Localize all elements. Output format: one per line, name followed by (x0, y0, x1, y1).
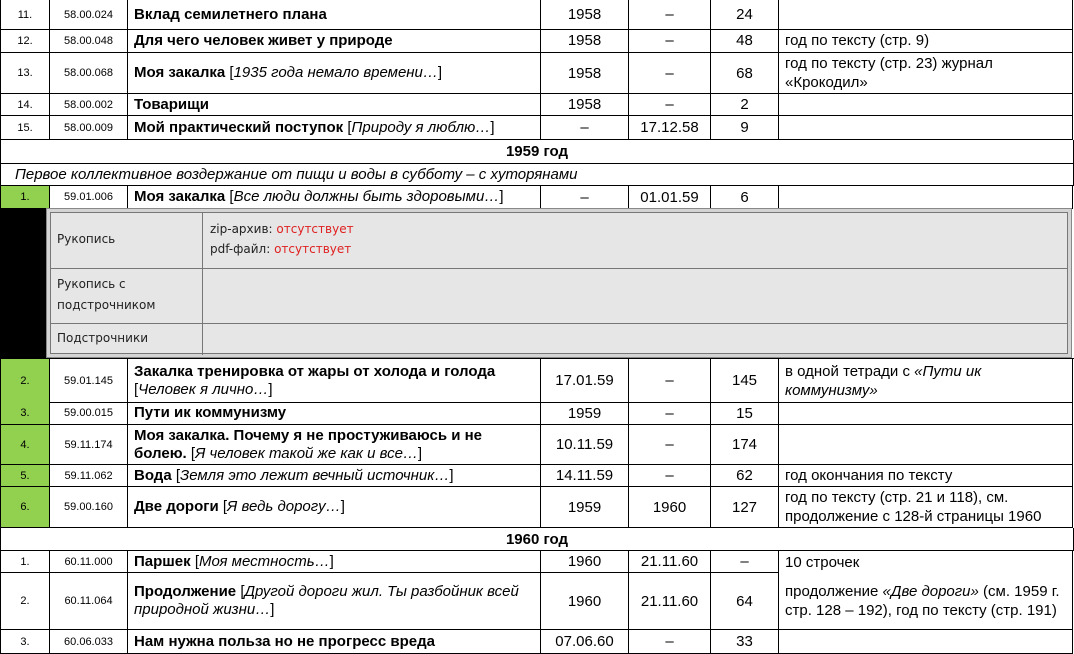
row-code: 58.00.002 (50, 94, 128, 116)
row-title: Нам нужна польза но не прогресс вреда (128, 630, 541, 654)
manuscript-files (208, 213, 1067, 268)
row-number: 14. (0, 94, 50, 116)
row-code: 58.00.009 (50, 116, 128, 140)
subs-label: Подстрочники (51, 323, 203, 355)
row-number: 11. (0, 0, 50, 30)
row-pages: 62 (711, 465, 779, 487)
row-date-start: 1959 (541, 487, 629, 528)
row-number: 4. (0, 425, 50, 465)
row-note (779, 186, 1073, 209)
row-note: в одной тетради с «Пути ик коммунизму» (779, 359, 1073, 403)
row-date-start: 1958 (541, 94, 629, 116)
row-number: 1. (0, 551, 50, 573)
table-row[interactable] (0, 94, 1074, 116)
row-pages: 2 (711, 94, 779, 116)
row-date-end: – (629, 425, 711, 465)
row-date-start: 17.01.59 (541, 359, 629, 403)
row-date-end: 21.11.60 (629, 573, 711, 630)
row-title: Моя закалка [1935 года немало времени…] (128, 53, 541, 94)
table-row[interactable] (0, 402, 1074, 425)
zip-status[interactable]: отсутствует (276, 222, 354, 236)
row-code: 59.00.160 (50, 487, 128, 528)
row-code: 59.11.174 (50, 425, 128, 465)
row-code: 58.00.068 (50, 53, 128, 94)
row-title: Мой практический поступок [Природу я люблю…] (128, 116, 541, 140)
row-title: Моя закалка. Почему я не простуживаюсь и не болею. [Я человек такой же как и все…] (128, 425, 541, 465)
year-header: 1959 год (0, 140, 1074, 164)
row-title: Продолжение [Другой дороги жил. Ты разбойник всей природной жизни…] (128, 573, 541, 630)
row-number: 5. (0, 465, 50, 487)
row-date-end: – (629, 359, 711, 403)
row-number: 3. (0, 630, 50, 654)
row-pages: 15 (711, 402, 779, 425)
table-row[interactable] (0, 53, 1074, 94)
table-row[interactable] (0, 425, 1074, 465)
row-date-start: 10.11.59 (541, 425, 629, 465)
row-number: 13. (0, 53, 50, 94)
row-title: Вклад семилетнего плана (128, 0, 541, 30)
row-number: 2. (0, 359, 50, 403)
subs-row (51, 323, 1067, 355)
row-date-start: 1958 (541, 29, 629, 53)
row-date-start: 1958 (541, 0, 629, 30)
row-date-end: 17.12.58 (629, 116, 711, 140)
row-title: Паршек [Моя местность…] (128, 551, 541, 573)
pdf-label: pdf-файл: (210, 242, 271, 256)
row-date-end: 1960 (629, 487, 711, 528)
row-note: год по тексту (стр. 9) (779, 29, 1073, 53)
row-pages: 127 (711, 487, 779, 528)
row-code: 59.01.006 (50, 186, 128, 209)
row-pages: 33 (711, 630, 779, 654)
row-number: 15. (0, 116, 50, 140)
details-panel (46, 208, 1072, 358)
row-pages: 9 (711, 116, 779, 140)
table-row[interactable] (0, 29, 1074, 53)
row-pages: 174 (711, 425, 779, 465)
row-number: 12. (0, 29, 50, 53)
row-date-end: 01.01.59 (629, 186, 711, 209)
table-row[interactable] (0, 116, 1074, 140)
table-row[interactable] (0, 0, 1074, 30)
table-row[interactable] (0, 573, 1074, 630)
row-date-end: – (629, 0, 711, 30)
row-number: 6. (0, 487, 50, 528)
row-note (779, 402, 1073, 425)
manuscript-sub-label: Рукопись с подстрочником (51, 268, 203, 323)
row-note (779, 630, 1073, 654)
row-note (779, 94, 1073, 116)
row-code: 58.00.048 (50, 29, 128, 53)
row-date-end: – (629, 402, 711, 425)
row-pages: 145 (711, 359, 779, 403)
table-row[interactable] (0, 551, 1074, 573)
row-title: Моя закалка [Все люди должны быть здоровыми…] (128, 186, 541, 209)
row-note: год по тексту (стр. 21 и 118), см. продолжение с 128-й страницы 1960 (779, 487, 1073, 528)
row-date-end: – (629, 29, 711, 53)
row-pages: 6 (711, 186, 779, 209)
row-date-start: 1960 (541, 573, 629, 630)
table-row[interactable] (0, 465, 1074, 487)
row-date-start: 14.11.59 (541, 465, 629, 487)
row-note (779, 116, 1073, 140)
row-code: 59.01.145 (50, 359, 128, 403)
row-date-start: – (541, 186, 629, 209)
row-title: Вода [Земля это лежит вечный источник…] (128, 465, 541, 487)
subs-value (208, 323, 1067, 355)
table-row[interactable] (0, 186, 1074, 209)
row-date-end: – (629, 465, 711, 487)
pdf-status[interactable]: отсутствует (274, 242, 352, 256)
row-pages: 68 (711, 53, 779, 94)
row-code: 59.11.062 (50, 465, 128, 487)
row-pages: – (711, 551, 779, 573)
manuscript-label: Рукопись (51, 213, 203, 268)
row-note: год окончания по тексту (779, 465, 1073, 487)
row-title: Пути ик коммунизму (128, 402, 541, 425)
manuscript-row (51, 213, 1067, 269)
year-note: Первое коллективное воздержание от пищи и воды в субботу – с хуторянами (0, 164, 1074, 186)
manuscript-sub-value (208, 268, 1067, 323)
row-title: Закалка тренировка от жары от холода и голода [Человек я лично…] (128, 359, 541, 403)
row-code: 59.00.015 (50, 402, 128, 425)
row-date-start: – (541, 116, 629, 140)
manuscript-sub-row (51, 268, 1067, 324)
row-number: 1. (0, 186, 50, 209)
table-row[interactable] (0, 487, 1074, 528)
panel-left-bar (0, 208, 46, 358)
row-note: 10 строчек (779, 551, 1073, 573)
row-code: 58.00.024 (50, 0, 128, 30)
row-note (779, 425, 1073, 465)
row-number: 2. (0, 573, 50, 630)
row-date-end: 21.11.60 (629, 551, 711, 573)
zip-label: zip-архив: (210, 222, 273, 236)
row-code: 60.06.033 (50, 630, 128, 654)
row-date-end: – (629, 53, 711, 94)
table-row[interactable] (0, 358, 1074, 403)
row-pages: 64 (711, 573, 779, 630)
row-code: 60.11.064 (50, 573, 128, 630)
row-date-start: 1959 (541, 402, 629, 425)
row-pages: 24 (711, 0, 779, 30)
row-note: продолжение «Две дороги» (см. 1959 г. стр. 128 – 192), год по тексту (стр. 191) (779, 573, 1073, 630)
row-date-start: 07.06.60 (541, 630, 629, 654)
table-row[interactable] (0, 630, 1074, 654)
row-note: год по тексту (стр. 23) журнал «Крокодил» (779, 53, 1073, 94)
row-title: Для чего человек живет у природе (128, 29, 541, 53)
row-code: 60.11.000 (50, 551, 128, 573)
row-date-start: 1960 (541, 551, 629, 573)
row-pages: 48 (711, 29, 779, 53)
year-header: 1960 год (0, 528, 1074, 551)
row-title: Товарищи (128, 94, 541, 116)
row-number: 3. (0, 402, 50, 425)
row-title: Две дороги [Я ведь дорогу…] (128, 487, 541, 528)
row-note (779, 0, 1073, 30)
row-date-start: 1958 (541, 53, 629, 94)
row-date-end: – (629, 630, 711, 654)
row-date-end: – (629, 94, 711, 116)
